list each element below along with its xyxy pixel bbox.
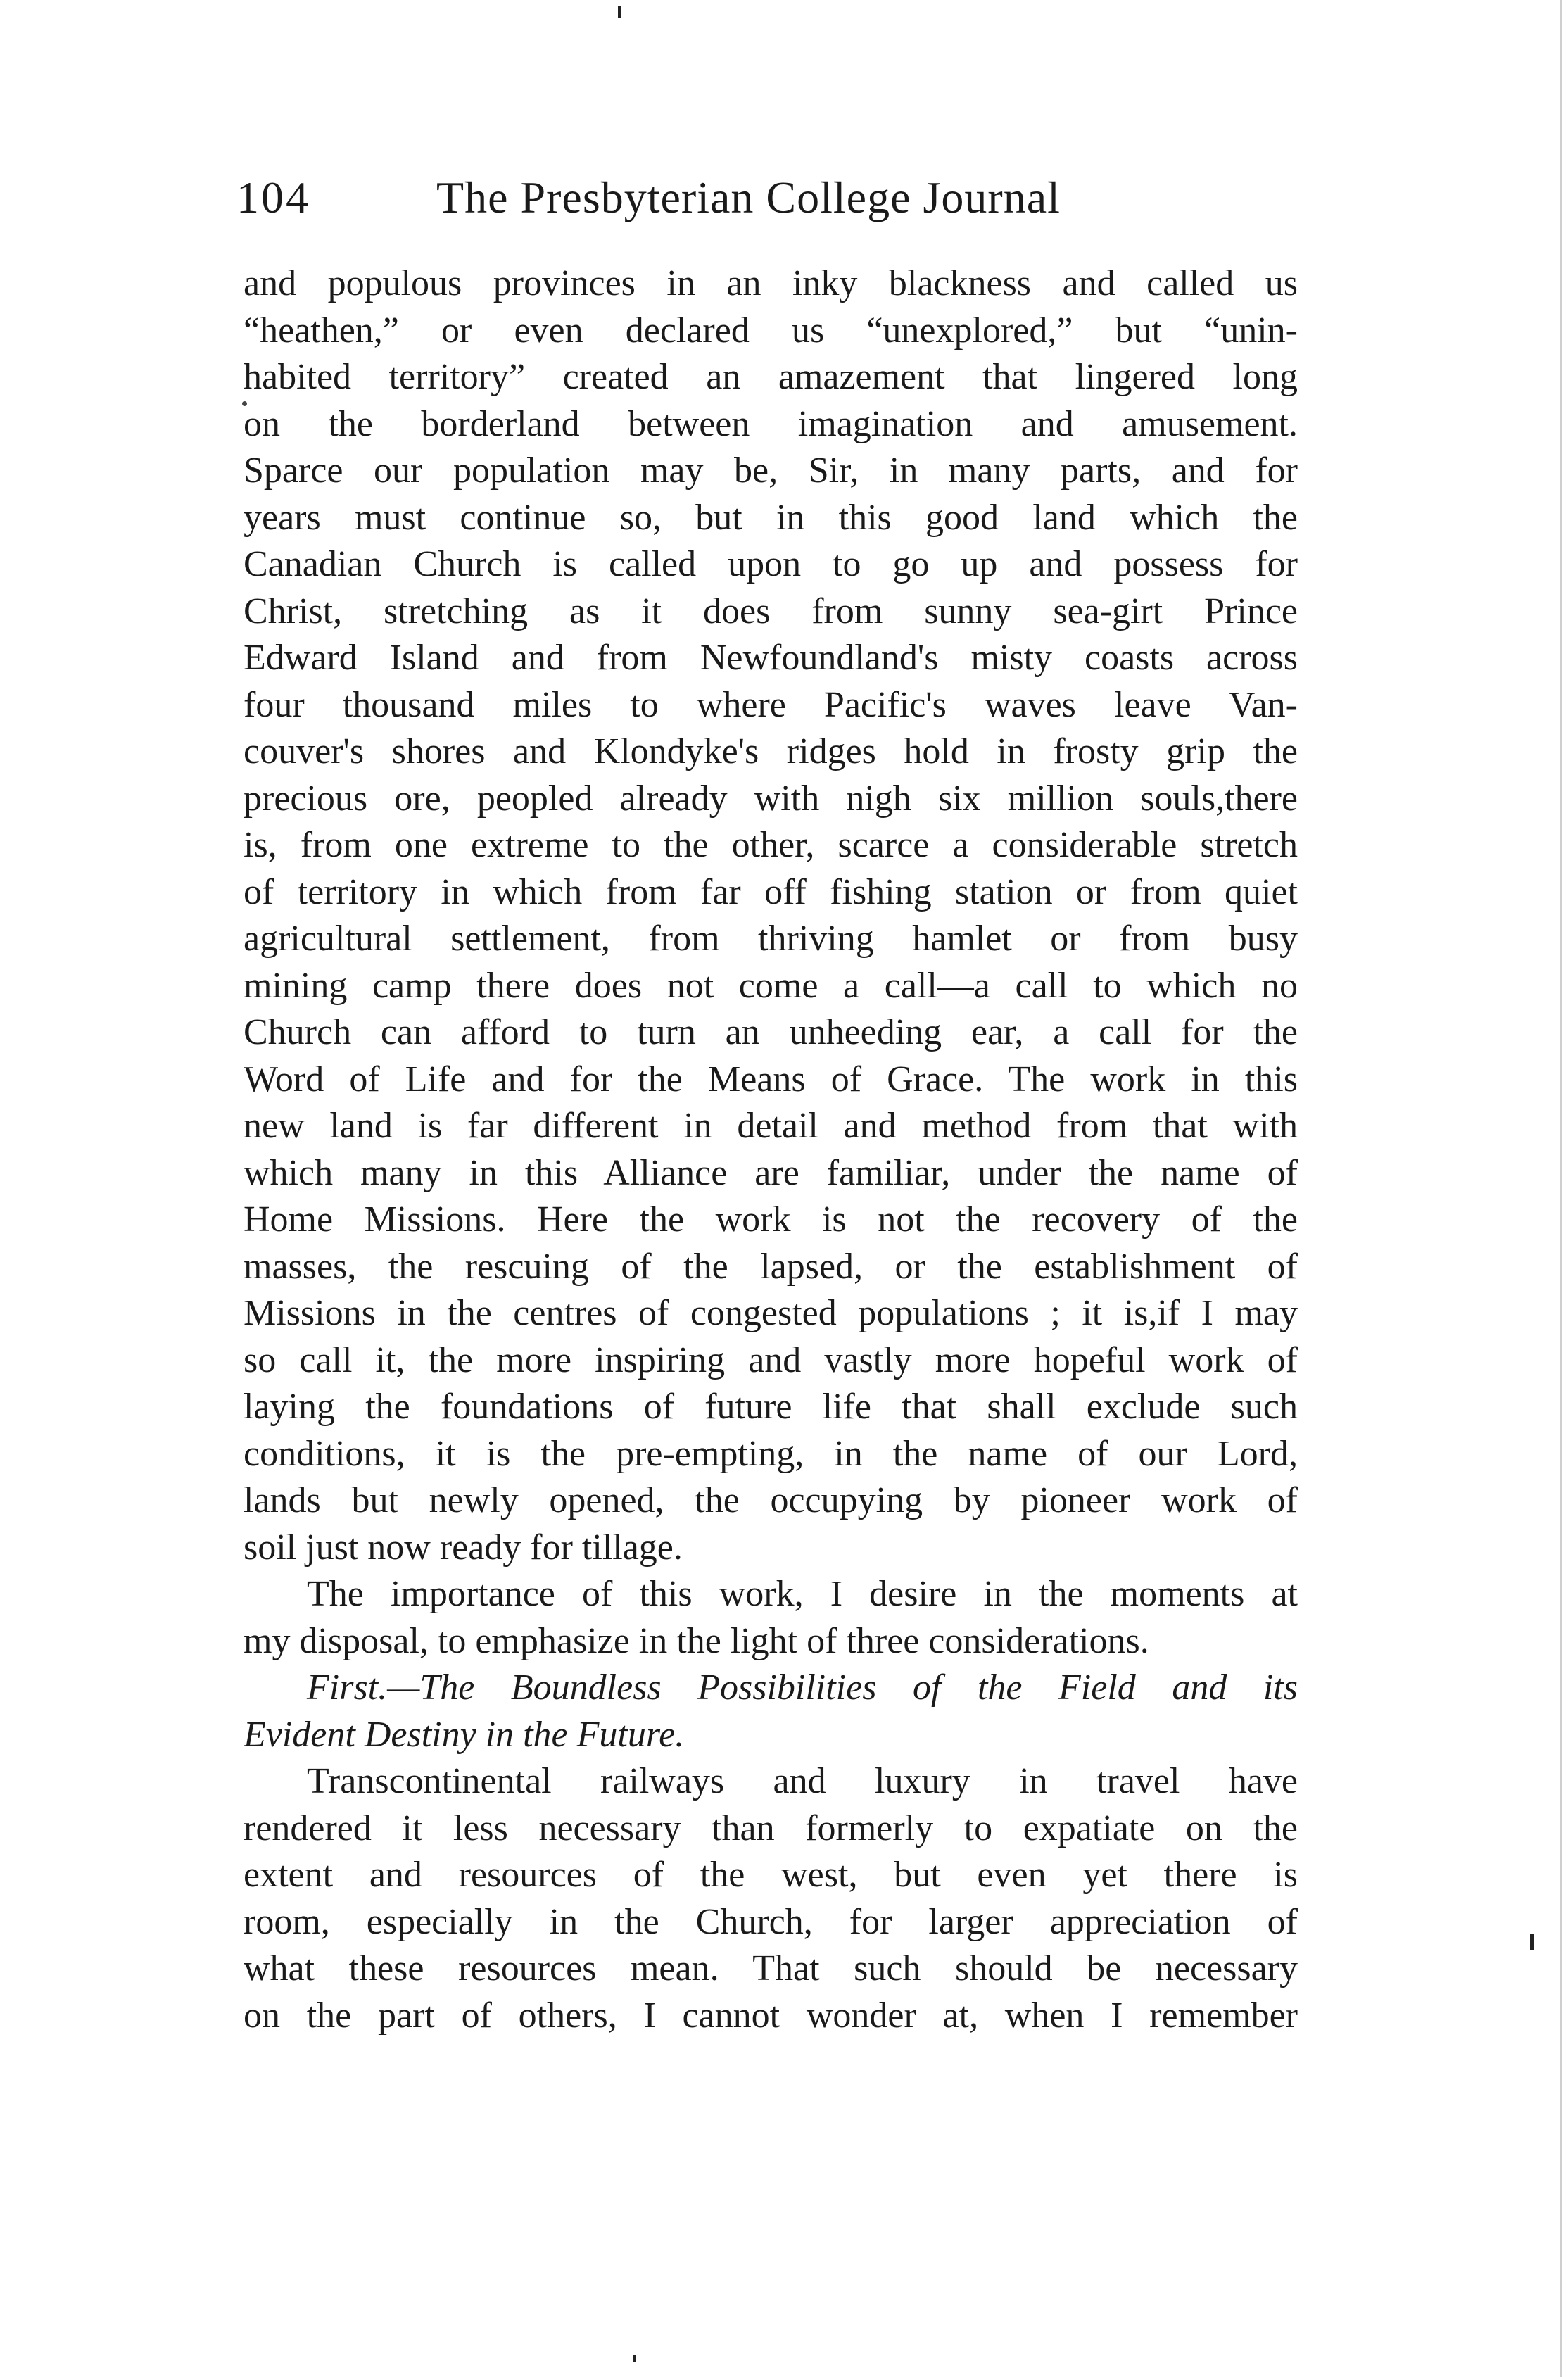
text-line: Home Missions. Here the work is not the recovery of the	[244, 1199, 1298, 1240]
text-line: which many in this Alliance are familiar, under the name of	[244, 1152, 1298, 1193]
text-line: lands but newly opened, the occupying by pioneer work of	[244, 1480, 1298, 1520]
text-line: what these resources mean. That such should be necessary	[244, 1948, 1298, 1988]
text-line: masses, the rescuing of the lapsed, or the establishment of	[244, 1246, 1298, 1287]
text-line: room, especially in the Church, for larger appreciation of	[244, 1901, 1298, 1942]
paragraph-end-line: my disposal, to emphasize in the light of three considerations.	[244, 1620, 1149, 1661]
text-line: on the borderland between imagination and amusement.	[244, 403, 1298, 444]
paragraph-start-line: Transcontinental railways and luxury in travel have	[307, 1761, 1298, 1801]
scan-edge-line	[1560, 0, 1562, 2377]
text-line: couver's shores and Klondyke's ridges hold in frosty grip the	[244, 731, 1298, 771]
scan-mark-margin	[1530, 1934, 1534, 1950]
text-line: precious ore, peopled already with nigh six million souls,there	[244, 778, 1298, 819]
text-line: Canadian Church is called upon to go up and possess for	[244, 544, 1298, 584]
body-text	[244, 260, 1298, 2039]
paragraph-start-line: The importance of this work, I desire in the moments at	[307, 1574, 1298, 1614]
text-line: is, from one extreme to the other, scarce a considerable stretch	[244, 825, 1298, 865]
section-heading-line: Evident Destiny in the Future.	[244, 1714, 685, 1755]
text-line: “heathen,” or even declared us “unexplored,” but “unin-	[244, 310, 1298, 351]
text-line: Sparce our population may be, Sir, in many parts, and for	[244, 450, 1298, 491]
text-line: Missions in the centres of congested populations ; it is,if I may	[244, 1293, 1298, 1333]
text-line: Christ, stretching as it does from sunny sea-girt Prince	[244, 591, 1298, 631]
text-line: Word of Life and for the Means of Grace. The work in this	[244, 1059, 1298, 1099]
text-line: new land is far different in detail and method from that with	[244, 1106, 1298, 1146]
text-line: rendered it less necessary than formerly to expatiate on the	[244, 1808, 1298, 1848]
text-line: mining camp there does not come a call—a call to which no	[244, 965, 1298, 1006]
scan-mark-bottom	[633, 2355, 636, 2362]
text-line: so call it, the more inspiring and vastly more hopeful work of	[244, 1339, 1298, 1380]
text-line: habited territory” created an amazement that lingered long	[244, 357, 1298, 397]
text-line: of territory in which from far off fishing station or from quiet	[244, 871, 1298, 912]
paragraph-end-line: soil just now ready for tillage.	[244, 1527, 683, 1568]
text-line: extent and resources of the west, but even yet there is	[244, 1855, 1298, 1895]
text-line: agricultural settlement, from thriving hamlet or from busy	[244, 919, 1298, 959]
text-line: and populous provinces in an inky blackness and called us	[244, 263, 1298, 303]
page-header	[236, 172, 1306, 235]
text-line: years must continue so, but in this good land which the	[244, 497, 1298, 538]
section-heading-line: First.—The Boundless Possibilities of the Field and its	[307, 1667, 1298, 1708]
page-number: 104	[236, 172, 310, 222]
text-line: laying the foundations of future life that shall exclude such	[244, 1387, 1298, 1427]
text-line: conditions, it is the pre-empting, in the name of our Lord,	[244, 1433, 1298, 1474]
text-line: on the part of others, I cannot wonder at, when I remember	[244, 1995, 1298, 2036]
text-line: Church can afford to turn an unheeding ear, a call for the	[244, 1012, 1298, 1052]
text-line: Edward Island and from Newfoundland's misty coasts across	[244, 638, 1298, 678]
text-line: four thousand miles to where Pacific's waves leave Van-	[244, 684, 1298, 725]
running-head-title: The Presbyterian College Journal	[436, 172, 1061, 222]
scan-mark-top	[618, 6, 621, 18]
